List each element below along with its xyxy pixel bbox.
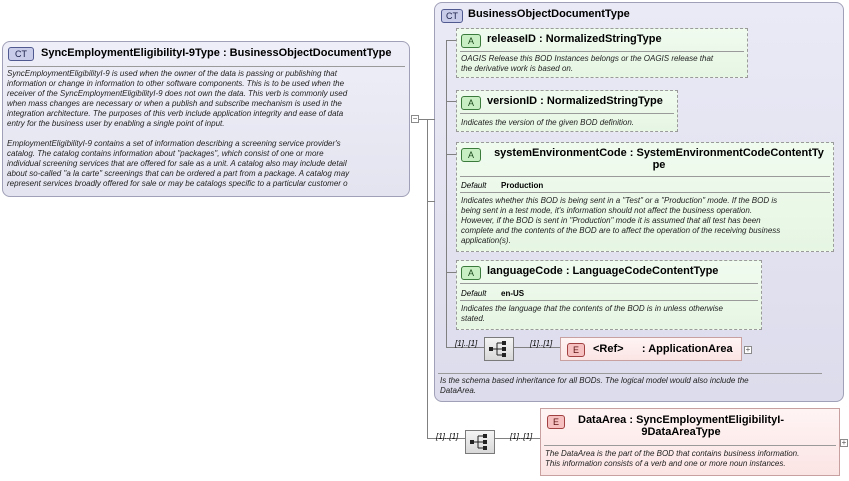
default-value: Production <box>501 181 544 190</box>
root-title: SyncEmploymentEligibilityI-9Type : BusinessObjectDocumentType <box>41 47 392 59</box>
complex-type-icon: CT <box>8 47 34 61</box>
base-title: BusinessObjectDocumentType <box>468 8 630 20</box>
multiplicity-label: [1]..[1] <box>436 432 459 441</box>
element-documentation: The DataArea is the part of the BOD that contains business information. This information consists of a verb and one or more noun instances. <box>545 449 800 468</box>
attribute-documentation: Indicates the language that the contents of the BOD is in unless otherwise stated. <box>461 304 723 323</box>
element-dataarea[interactable] <box>540 408 840 476</box>
default-label: Default <box>461 289 487 298</box>
attribute-documentation: Indicates the version of the given BOD definition. <box>461 118 634 127</box>
element-icon: E <box>547 415 565 429</box>
attribute-icon: A <box>461 266 481 280</box>
element-name: DataArea : SyncEmploymentEligibilityI- 9DataAreaType <box>578 414 784 438</box>
attribute-languagecode[interactable] <box>456 260 762 330</box>
element-name: <Ref> : ApplicationArea <box>593 343 733 355</box>
attribute-name: languageCode : LanguageCodeContentType <box>487 265 719 277</box>
attribute-icon: A <box>461 148 481 162</box>
root-documentation: SyncEmploymentEligibilityI-9 is used when the owner of the data is passing or publishing that information or change in information to other software components. This is to be used when the receiver of the SyncEmploymentEligibilityI-9 does not own the data. This verb is commonly used when mass changes are necessary or when a publish and subscribe mechanism is used in the integration architecture. The purposes of this verb include application integrity and ease of data entry for the business user by enabling a single point of input. EmploymentEligibilityI-9 contains a set of information describing a screening service provider's catalog. The catalog contains information about "packages", which consist of one or more individual screening services that are offered for sale as a unit. A catalog also may include detail about so-called "a la carte" screenings that can be ordered a part from a package. A catalog may represent services broadly offered for sale or may be catalogs specific to a particular customer o <box>7 69 350 188</box>
sequence-compositor-icon[interactable] <box>484 337 514 361</box>
sequence-compositor-icon[interactable] <box>465 430 495 454</box>
attribute-name: versionID : NormalizedStringType <box>487 95 663 107</box>
attribute-documentation: OAGIS Release this BOD Instances belongs or the OAGIS release that the derivative work is based on. <box>461 54 714 73</box>
root-complex-type[interactable] <box>2 41 410 197</box>
complex-type-icon: CT <box>441 9 463 23</box>
expand-applicationarea-icon[interactable]: + <box>745 345 751 354</box>
multiplicity-label: [1]..[1] <box>510 432 533 441</box>
attribute-name: releaseID : NormalizedStringType <box>487 33 662 45</box>
attribute-icon: A <box>461 34 481 48</box>
base-documentation: Is the schema based inheritance for all BODs. The logical model would also include the DataArea. <box>440 376 749 395</box>
attribute-icon: A <box>461 96 481 110</box>
multiplicity-label: [1]..[1] <box>530 339 553 348</box>
attribute-systemenvironmentcode[interactable] <box>456 142 834 252</box>
attribute-name: systemEnvironmentCode : SystemEnvironmentCodeContentTy pe <box>494 147 824 171</box>
attribute-documentation: Indicates whether this BOD is being sent in a "Test" or a "Production" mode. If the BOD is being sent in a test mode, it's information should not affect the business operation. However, if the BOD is sent in "Production" mode it is assumed that all test has been complete and the contents of the BOD are to affect the operation of the receiving business application(s). <box>461 196 781 245</box>
expand-dataarea-icon[interactable]: + <box>841 438 847 447</box>
attribute-releaseid[interactable] <box>456 28 748 78</box>
element-applicationarea[interactable] <box>560 337 742 361</box>
collapse-root-icon[interactable]: − <box>412 114 418 123</box>
attribute-versionid[interactable] <box>456 90 678 132</box>
multiplicity-label: [1]..[1] <box>455 339 478 348</box>
default-label: Default <box>461 181 487 190</box>
element-icon: E <box>567 343 585 357</box>
default-value: en-US <box>501 289 525 298</box>
